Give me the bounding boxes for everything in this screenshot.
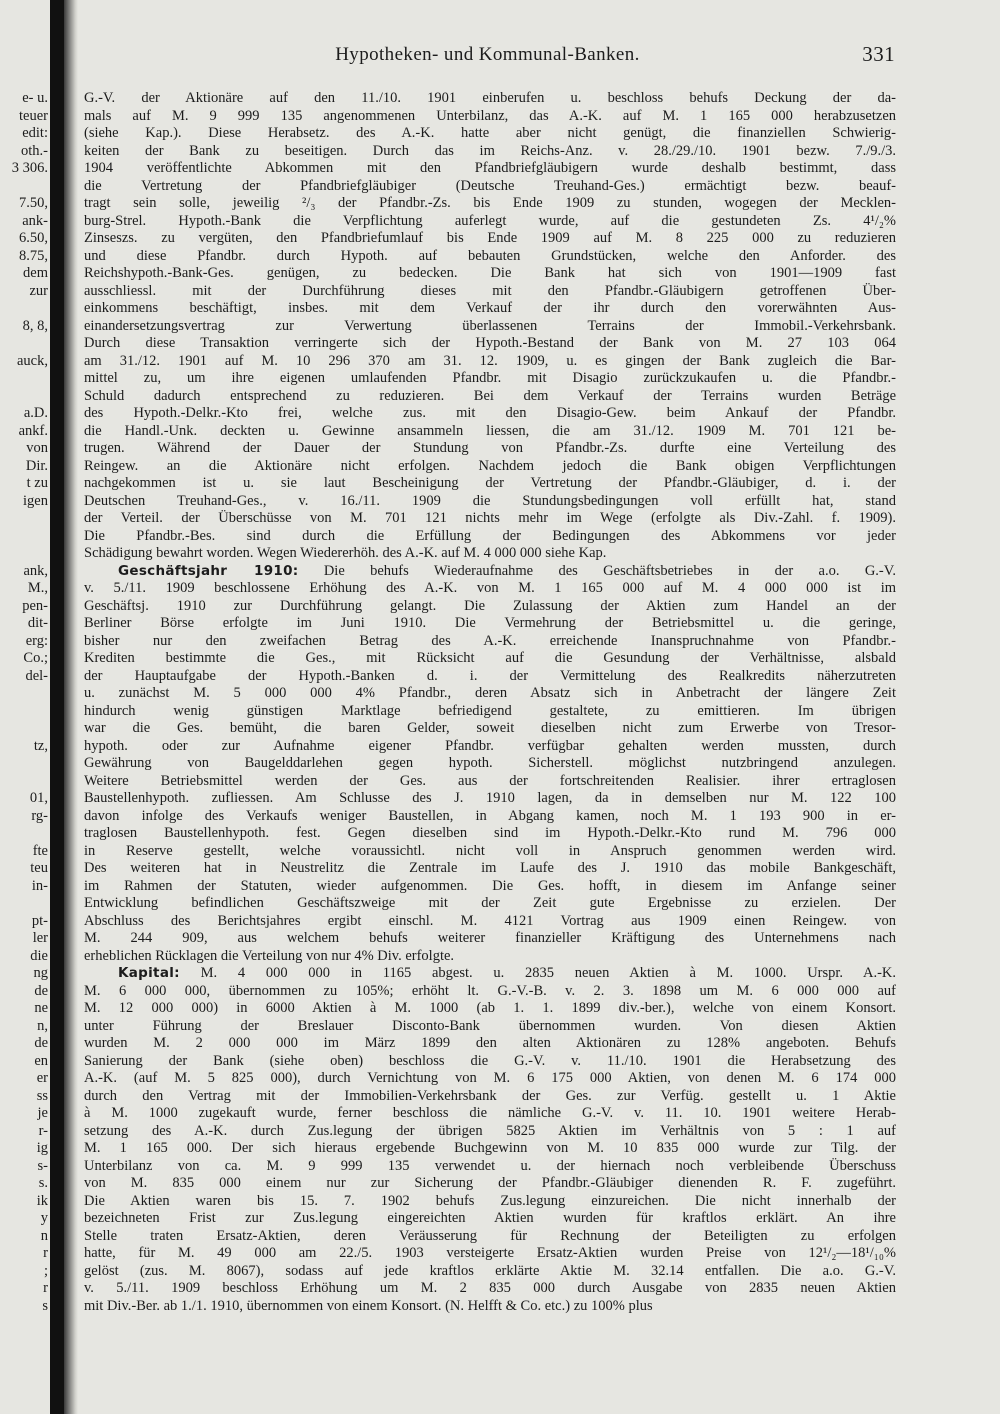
text-line: bisher nur den zweifachen Betrag des A.-K. erreichende Inanspruchnahme von Pfandbr.- (84, 632, 896, 649)
text-line: gelöst (zus. M. 8067), sodass auf jede kraftlos erklärte Aktie M. 32.14 entfallen. Die a.o. G.-V. (84, 1262, 896, 1279)
text-line: bezeichneten Frist zur Zus.legung eingereichten Aktien wurden für kraftlos erklärt. An ihre (84, 1210, 896, 1226)
text-line: M. 1 165 000. Der sich hieraus ergebende Buchgewinn von M. 10 835 000 wurde zur Tilg. der (84, 1140, 896, 1156)
text-line: A.-K. (auf M. 5 825 000), durch Vernichtung von M. 6 175 000 Aktien, von denen M. 6 174 000 (84, 1070, 896, 1086)
gutter-fragment-line: teuer (19, 107, 48, 124)
book-spine-shadow (50, 0, 64, 1414)
gutter-fragment-line: 01, (29, 790, 48, 806)
gutter-fragment-line: s (42, 1297, 48, 1314)
kapital-section (84, 965, 896, 1315)
text-line: Baustellenhypoth. zufliessen. Am Schlusse des J. 1910 lagen, da in demselben nur M. 122 100 (84, 790, 896, 806)
gutter-fragment-line (0, 510, 48, 528)
text-line: Die Pfandbr.-Bes. sind durch die Erfüllung der Bedingungen des Abkommens vor jeder (84, 527, 896, 544)
gutter-fragment-line: ; (43, 1262, 48, 1279)
gutter-fragment-line (0, 773, 48, 791)
gutter-fragment-line: e- u. (22, 90, 48, 106)
text-line: Des weiteren hat in Neustrelitz die Zentrale im Laufe des J. 1910 das mobile Bankgeschäft, (84, 860, 896, 876)
gutter-fragment-line: en (34, 1052, 48, 1069)
text-line: M. 12 000 000) in 6000 Aktien à M. 1000 (ab 1. 1. 1899 div.-ber.), welche von einem Konsort. (84, 1000, 896, 1016)
gutter-fragment-line: s- (37, 1157, 48, 1174)
gutter-fragment-line: s. (38, 1175, 48, 1191)
gutter-fragment-line: erg: (25, 632, 48, 649)
gutter-fragment-line: die (30, 947, 48, 964)
gutter-fragment-line (0, 300, 48, 318)
gutter-fragment-line (0, 895, 48, 913)
intro-paragraph (84, 90, 896, 563)
gutter-fragment-line: y (40, 1210, 48, 1226)
gutter-fragment-line (0, 178, 48, 196)
text-line: setzung des A.-K. durch Zus.legung der übrigen 5825 Aktien im Verhältnis von 5 : 1 auf (84, 1122, 896, 1139)
text-line: M. 4 000 000 in 1165 abgest. u. 2835 neuen Aktien à M. 1000. Urspr. A.-K. (179, 965, 896, 981)
gutter-fragment-line: ank, (23, 562, 48, 579)
text-line: Unterbilanz von ca. M. 9 999 135 verwendet u. der hiernach noch verbleibende Überschuss (84, 1157, 896, 1174)
gutter-fragment-line: Co.; (23, 650, 48, 666)
gutter-fragment-line (0, 825, 48, 843)
text-line: Weitere Betriebsmittel werden der Ges. aus der fortschreitenden Realisier. ihrer ertraglosen (84, 772, 896, 789)
section-heading: Kapital: (118, 965, 180, 981)
gutter-fragment-line: ank- (22, 212, 48, 229)
text-line: durch den Vertrag mit der Immobilien-Verkehrsbank der Ges. zur Verfüg. gestellt u. 1 Aktie (84, 1087, 896, 1104)
text-line: Abschluss des Berichtsjahres ergibt einschl. M. 4121 Vortrag aus 1909 einen Reingew. von (84, 912, 896, 929)
section-heading: Geschäftsjahr 1910: (118, 562, 299, 579)
gutter-fragment-line: teu (30, 860, 48, 876)
gutter-fragment-line: pt- (31, 912, 48, 929)
text-line: ausschliessl. mit der Durchführung dieses mit den Pfandbr.-Gläubigern getroffenen Über- (84, 282, 896, 299)
text-line: Schuld dadurch entsprechend zu reduzieren. Bei dem Verkauf der Terrains wurden Beträge (84, 387, 896, 404)
text-line: unter Führung der Breslauer Disconto-Bank übernommen wurden. Von diesen Aktien (84, 1017, 896, 1034)
text-line: Deutschen Treuhand-Ges., v. 16./11. 1909 die Stundungsbedingungen voll erfüllt hat, stand (84, 492, 896, 509)
text-line: M. 6 000 000, übernommen zu 105%; erhöht lt. G.-V.-B. v. 2. 3. 1898 um M. 6 000 000 auf (84, 982, 896, 999)
gutter-fragment-line: oth.- (21, 142, 48, 159)
gutter-fragment-line (0, 528, 48, 546)
text-line: und diese Pfandbr. durch Hypoth. auf bebauten Grundstücken, welche den Anforder. des (84, 247, 896, 264)
text-line: in Reserve gestellt, welche voraussichtl. nicht voll in Anspruch genommen werden wird. (84, 842, 896, 859)
text-line: einandersetzungsvertrag zur Verwertung überlassenen Terrains der Immobil.-Verkehrsbank. (84, 317, 896, 334)
text-line: hypoth. oder zur Aufnahme eigener Pfandbr. verfügbar gehalten werden mussten, durch (84, 737, 896, 754)
text-line: G.-V. der Aktionäre auf den 11./10. 1901 einberufen u. beschloss behufs Deckung der da- (84, 90, 896, 106)
text-line: M. 244 909, aus welchem behufs weiterer finanzieller Kräftigung des Unternehmens nach (84, 930, 896, 946)
gutter-fragment-line: er (36, 1070, 48, 1086)
text-line: war die Ges. bemüht, die baren Gelder, soweit dieselben nicht zum Erwerbe von Tresor- (84, 720, 896, 736)
gutter-fragment-line: igen (23, 492, 48, 509)
text-line: tragt sein solle, jeweilig ²/₃ der Pfandbr.-Zs. bis Ende 1909 zu stunden, wogegen der Mecklen- (84, 195, 896, 211)
text-line: Schädigung bewahrt worden. Wegen Wiedererhöh. des A.-K. auf M. 4 000 000 siehe Kap. (84, 545, 607, 561)
gutter-fragment-line (0, 335, 48, 353)
gutter-fragment-line: dit- (27, 615, 48, 631)
gutter-fragment-line: ss (36, 1087, 48, 1104)
gutter-fragment-line: ne (34, 1000, 48, 1016)
gutter-fragment-line: del- (25, 667, 48, 684)
gutter-fragment-line: r (43, 1245, 48, 1261)
text-line: Gewährung von Baugelddarlehen gegen hypoth. Sicherstell. möglichst nutzbringend anzulegen. (84, 755, 896, 771)
text-line: der Hauptaufgabe der Hypoth.-Banken d. i. der Vermittelung des Realkredits näherzutreten (84, 667, 896, 684)
text-line: hindurch wenig günstigen Marktlage befriedigend gestaltete, zu emittieren. Im übrigen (84, 702, 896, 719)
text-line: Zinseszs. zu vergüten, den Pfandbriefumlauf bis Ende 1909 auf M. 8 225 000 zu reduzieren (84, 230, 896, 246)
text-line: Sanierung der Bank (siehe oben) beschloss die G.-V. v. 11./10. 1901 die Herabsetzung des (84, 1052, 896, 1069)
gutter-fragment-line: ig (36, 1140, 48, 1156)
adjacent-page-fragment (0, 90, 48, 1414)
text-line: mals auf M. 9 999 135 angenommenen Unterbilanz, das A.-K. auf M. 1 165 000 herabzusetzen (84, 107, 896, 124)
gutter-fragment-line (0, 755, 48, 773)
gutter-fragment-line: 3 306. (11, 160, 48, 176)
gutter-fragment-line: von (26, 440, 48, 456)
gutter-fragment-line: n (40, 1227, 48, 1244)
running-header (80, 44, 895, 72)
text-line: hatte, für M. 49 000 am 22./5. 1903 versteigerte Ersatz-Aktien wurden Preise von 12¹/₂—18¹/₁₀% (84, 1245, 896, 1261)
text-line: erheblichen Rücklagen die Verteilung von nur 4% Div. erfolgte. (84, 947, 455, 964)
gutter-fragment-line: ankf. (18, 422, 48, 439)
section-first-line (84, 563, 896, 581)
gutter-fragment-line: in- (31, 877, 48, 894)
gutter-fragment-line: n, (37, 1017, 48, 1034)
gutter-fragment-line: je (37, 1105, 48, 1121)
text-line: v. 5./11. 1909 beschlossene Erhöhung des A.-K. von M. 1 165 000 auf M. 4 000 000 ist im (84, 580, 896, 596)
text-line: des Hypoth.-Delkr.-Kto frei, welche zus. mit den Disagio-Gew. beim Ankauf der Pfandbr. (84, 405, 896, 421)
gutter-fragment-line: Dir. (25, 457, 48, 474)
text-line: Reichshypoth.-Bank-Ges. genügen, zu bedecken. Die Bank hat sich von 1901—1909 fast (84, 265, 896, 281)
page-number: 331 (862, 42, 895, 66)
gutter-fragment-line: 8.75, (19, 247, 48, 264)
text-line: einkommens beschäftigt, insbes. mit dem Verkauf der ihr durch den vorerwähnten Aus- (84, 300, 896, 316)
gutter-fragment-line (0, 720, 48, 738)
gutter-fragment-line: dem (23, 265, 48, 281)
text-line: (siehe Kap.). Diese Herabsetz. des A.-K. hatte aber nicht genügt, die finanziellen Schwierig- (84, 125, 896, 141)
text-line: traglosen Baustellenhypoth. fest. Gegen dieselben sind im Hypoth.-Delkr.-Kto rund M. 796 000 (84, 825, 896, 841)
text-line: à M. 1000 zugekauft wurde, ferner beschloss die nämliche G.-V. v. 11. 10. 1901 weitere Herab- (84, 1105, 896, 1121)
section-first-line (84, 965, 896, 983)
gutter-fragment-line (0, 370, 48, 388)
text-line: Stelle traten Ersatz-Aktien, deren Veräusserung für Rechnung der Beteiligten zu erfolgen (84, 1227, 896, 1244)
text-line: am 31./12. 1901 auf M. 10 296 370 am 31. 12. 1909, u. es gingen der Bank zugleich die Bar- (84, 352, 896, 369)
page-edge-gradient (64, 0, 78, 1414)
main-text-column (84, 90, 896, 1315)
gutter-fragment-line: a.D. (23, 405, 48, 421)
text-line: im Rahmen der Statuten, wieder aufgenommen. Die Ges. hofft, in diesem im Anfange seiner (84, 877, 896, 894)
gutter-fragment-line: rg- (31, 807, 48, 824)
gutter-fragment-line: fte (32, 842, 48, 859)
text-line: mit Div.-Ber. ab 1./1. 1910, übernommen von einem Konsort. (N. Helfft & Co. etc.) zu 100% plus (84, 1297, 653, 1314)
text-line: Krediten bestimmte die Ges., mit Rücksicht auf die Gesundung der Verhältnisse, alsbald (84, 650, 896, 666)
text-line: wurden M. 2 000 000 im März 1899 den alten Aktionären zu 128% angeboten. Behufs (84, 1035, 896, 1051)
gutter-fragment-line: M., (27, 580, 48, 596)
gutter-fragment-line (0, 388, 48, 406)
gutter-fragment-line: r (43, 1280, 48, 1296)
gutter-fragment-line: auck, (17, 352, 48, 369)
gutter-fragment-line: 6.50, (19, 230, 48, 246)
text-line: Entwicklung befindlichen Geschäftszweige mit der Zeit gute Ergebnisse zu erzielen. Der (84, 895, 896, 911)
text-line: Die Aktien waren bis 15. 7. 1902 behufs Zus.legung einzureichen. Die nicht innerhalb der (84, 1192, 896, 1209)
text-line: Durch diese Transaktion verringerte sich der Hypoth.-Bestand der Bank von M. 27 103 064 (84, 335, 896, 351)
gutter-fragment-line: t zu (26, 475, 48, 491)
gutter-fragment-line: ng (33, 965, 48, 981)
geschaeftsjahr-section (84, 563, 896, 966)
text-line: Reingew. an die Aktionäre nicht erfolgen. Nachdem jedoch die Bank obigen Verpflichtungen (84, 457, 896, 474)
text-line: 1904 veröffentlichte Abkommen mit den Pfandbriefgläubigern wurde deshalb bestimmt, dass (84, 160, 896, 176)
gutter-fragment-line: 8, 8, (22, 317, 48, 334)
gutter-fragment-line (0, 545, 48, 563)
gutter-fragment-line: tz, (33, 737, 48, 754)
text-line: nachgekommen ist u. sie laut Bescheinigung der Vertretung der Pfandbr.-Gläubiger, d. i. der (84, 475, 896, 491)
text-line: keiten der Bank zu beseitigen. Durch das im Reichs-Anz. v. 28./29./10. 1901 bezw. 7./9./3. (84, 142, 896, 159)
gutter-fragment-line: r- (38, 1122, 48, 1139)
text-line: Die behufs Wiederaufnahme des Geschäftsbetriebes in der a.o. G.-V. (298, 562, 896, 579)
text-line: u. zunächst M. 5 000 000 4% Pfandbr., deren Absatz sich in Anbetracht der längere Zeit (84, 685, 896, 701)
gutter-fragment-line: pen- (22, 597, 48, 614)
text-line: v. 5./11. 1909 beschloss Erhöhung um M. 2 835 000 durch Ausgabe von 2835 neuen Aktien (84, 1280, 896, 1296)
text-line: Geschäftsj. 1910 zur Durchführung gelangt. Die Zulassung der Aktien zum Handel an der (84, 597, 896, 614)
text-line: die Vertretung der Pfandbriefgläubiger (Deutsche Treuhand-Ges.) ermächtigt bezw. beauf- (84, 177, 896, 194)
gutter-fragment-line: ler (32, 930, 48, 946)
text-line: die Handl.-Unk. deckten u. Gewinne ansammeln liessen, die am 31./12. 1909 M. 701 121 be- (84, 422, 896, 439)
gutter-fragment-line: zur (29, 282, 48, 299)
header-title: Hypotheken- und Kommunal-Banken. (335, 44, 640, 65)
text-line: burg-Strel. Hypoth.-Bank die Verpflichtung auferlegt wurde, auf die gestundeten Zs. 4¹/₂% (84, 212, 896, 229)
gutter-fragment-line (0, 685, 48, 703)
gutter-fragment-line: de (34, 1035, 48, 1051)
text-line: von M. 835 000 einem nur zur Sicherung der Pfandbr.-Gläubiger dienenden R. F. zugeführt. (84, 1175, 896, 1191)
text-line: der Verteil. der Überschüsse von M. 701 121 nichts mehr im Wege (erfolgte als Div.-Zahl. f. 1909). (84, 510, 896, 526)
gutter-fragment-line: edit: (22, 125, 48, 141)
gutter-fragment-line: ik (36, 1192, 48, 1209)
gutter-fragment-line: de (34, 982, 48, 999)
text-line: davon infolge des Verkaufs weniger Baustellen, in Abgang kamen, noch M. 1 193 900 in er- (84, 807, 896, 824)
gutter-fragment-line (0, 703, 48, 721)
gutter-fragment-line: 7.50, (19, 195, 48, 211)
text-line: mittel zu, um ihre eigenen umlaufenden Pfandbr. mit Disagio zurückzukaufen u. die Pfandbr.- (84, 370, 896, 386)
text-line: Berliner Börse erfolgte im Juni 1910. Die Vermehrung der Betriebsmittel u. die geringe, (84, 615, 896, 631)
text-line: trugen. Während der Dauer der Stundung von Pfandbr.-Zs. durfte eine Verteilung des (84, 440, 896, 456)
